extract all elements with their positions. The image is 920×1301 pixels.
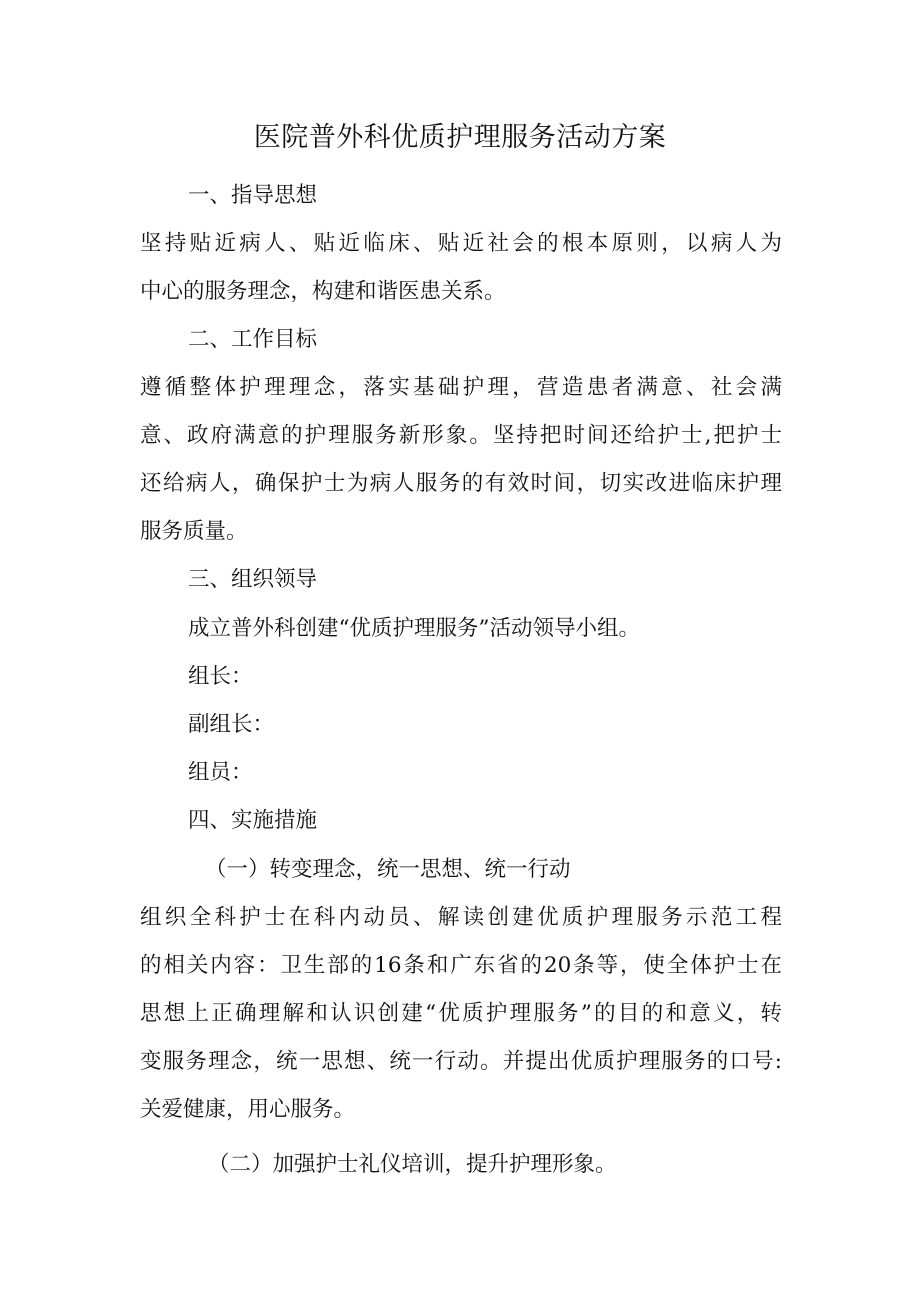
subsection-heading-1: （一）转变理念，统一思想、统一行动 <box>205 857 571 882</box>
deputy-leader-label: 副组长： <box>188 712 275 737</box>
section-heading-measures: 四、实施措施 <box>188 808 318 833</box>
paragraph-line: 服务质量。 <box>140 519 248 544</box>
paragraph-line: 遵循整体护理理念，落实基础护理，营造患者满意、社会满 <box>140 375 782 400</box>
paragraph-line: 还给病人，确保护士为病人服务的有效时间，切实改进临床护理 <box>140 471 782 496</box>
paragraph-line: 成立普外科创建“优质护理服务”活动领导小组。 <box>188 616 640 641</box>
paragraph-line: 组织全科护士在科内动员、解读创建优质护理服务示范工程 <box>140 905 782 930</box>
paragraph-line: 意、政府满意的护理服务新形象。坚持把时间还给护士,把护士 <box>140 423 782 448</box>
leader-label: 组长： <box>188 664 253 689</box>
paragraph-line: 的相关内容：卫生部的16条和广东省的20条等，使全体护士在 <box>140 953 782 978</box>
members-label: 组员： <box>188 760 253 785</box>
subsection-heading-2: （二）加强护士礼仪培训，提升护理形象。 <box>208 1152 617 1177</box>
section-heading-organization: 三、组织领导 <box>188 567 318 592</box>
document-title: 医院普外科优质护理服务活动方案 <box>253 122 667 153</box>
section-heading-guiding-ideology: 一、指导思想 <box>188 183 318 208</box>
paragraph-line: 中心的服务理念，构建和谐医患关系。 <box>140 279 506 304</box>
paragraph-line: 关爱健康，用心服务。 <box>140 1097 356 1122</box>
section-heading-work-goals: 二、工作目标 <box>188 327 318 352</box>
paragraph-line: 坚持贴近病人、贴近临床、贴近社会的根本原则，以病人为 <box>140 231 782 256</box>
paragraph-line: 思想上正确理解和认识创建“优质护理服务”的目的和意义，转 <box>140 1001 782 1026</box>
paragraph-line: 变服务理念，统一思想、统一行动。并提出优质护理服务的口号: <box>140 1049 782 1074</box>
